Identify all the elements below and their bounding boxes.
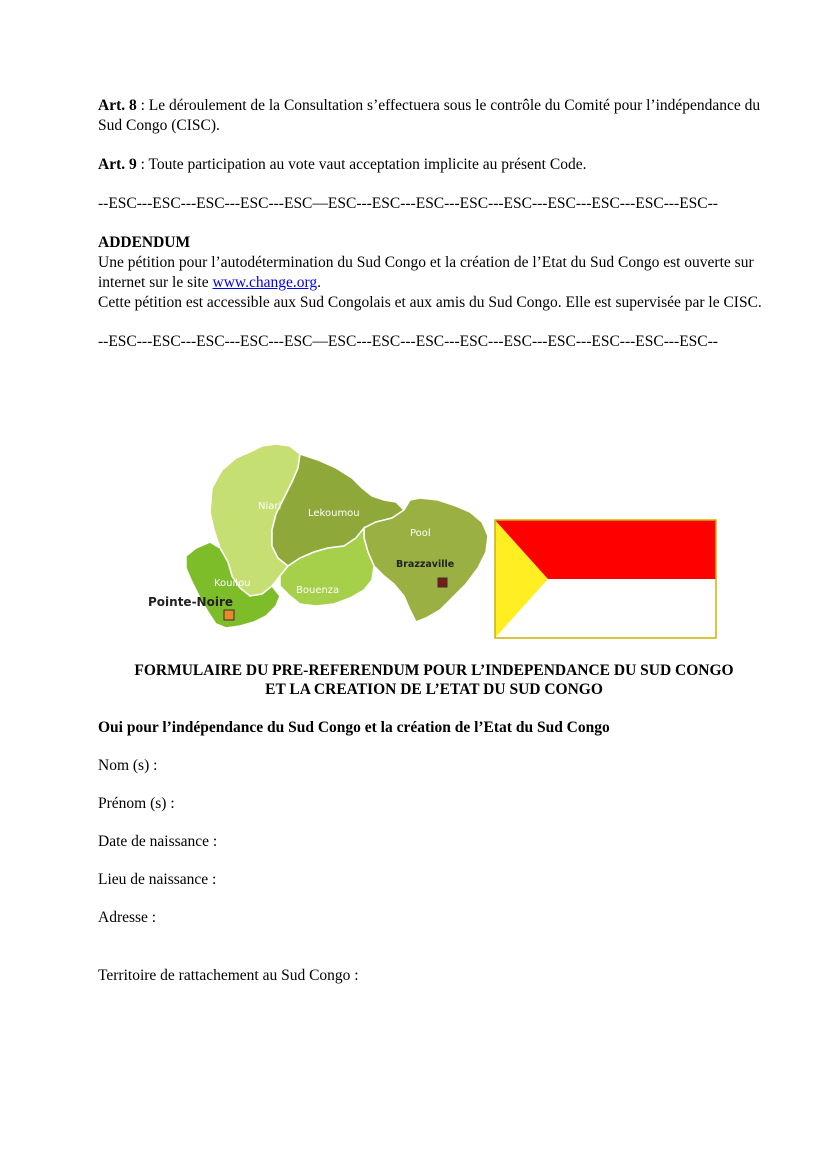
region-label-lekoumou: Lekoumou — [308, 508, 360, 519]
field-nom: Nom (s) : — [98, 757, 158, 774]
field-territoire: Territoire de rattachement au Sud Congo : — [98, 967, 359, 984]
city-label-brazzaville: Brazzaville — [396, 559, 455, 570]
field-lieu-naissance: Lieu de naissance : — [98, 871, 217, 888]
region-label-pool: Pool — [410, 528, 431, 539]
article-label: Art. 8 — [98, 97, 137, 114]
region-label-bouenza: Bouenza — [296, 585, 340, 596]
separator-line: --ESC---ESC---ESC---ESC---ESC—ESC---ESC---ESC---ESC---ESC---ESC---ESC---ESC---ESC-- — [98, 195, 718, 212]
field-prenom: Prénom (s) : — [98, 795, 175, 812]
article-label: Art. 9 — [98, 156, 137, 173]
city-label-pointe-noire: Pointe-Noire — [148, 595, 234, 609]
region-label-niari: Niari — [258, 501, 282, 512]
petition-link[interactable]: www.change.org — [212, 274, 318, 291]
addendum-title: ADDENDUM — [98, 234, 191, 251]
separator-line: --ESC---ESC---ESC---ESC---ESC—ESC---ESC---ESC---ESC---ESC---ESC---ESC---ESC---ESC-- — [98, 333, 718, 350]
form-heading-line-2: ET LA CREATION DE L’ETAT DU SUD CONGO — [265, 681, 603, 698]
addendum-paragraph-2: Cette pétition est accessible aux Sud Congolais et aux amis du Sud Congo. Elle est supervisée par le CISC. — [98, 294, 762, 311]
field-date-naissance: Date de naissance : — [98, 833, 218, 850]
field-adresse: Adresse : — [98, 909, 157, 926]
region-label-kouilou: Kouilou — [214, 578, 251, 589]
addendum-paragraph-1: Une pétition pour l’autodétermination du Sud Congo et la création de l’Etat du Sud Congo est ouverte sur internet sur le site www.change.org. — [98, 254, 754, 291]
brazzaville-marker — [438, 578, 447, 587]
article-text: : Toute participation au vote vaut acceptation implicite au présent Code. — [136, 156, 587, 173]
flag — [495, 520, 716, 638]
form-heading-line-1: FORMULAIRE DU PRE-REFERENDUM POUR L’INDEPENDANCE DU SUD CONGO — [134, 662, 734, 679]
article-text: : Le déroulement de la Consultation s’effectuera sous le contrôle du Comité pour l’indépendance du Sud Congo (CISC). — [98, 97, 761, 134]
form-choice: Oui pour l’indépendance du Sud Congo et la création de l’Etat du Sud Congo — [98, 719, 610, 736]
form-heading — [98, 661, 770, 699]
form-section — [98, 718, 770, 986]
pointe-noire-marker — [224, 610, 234, 620]
